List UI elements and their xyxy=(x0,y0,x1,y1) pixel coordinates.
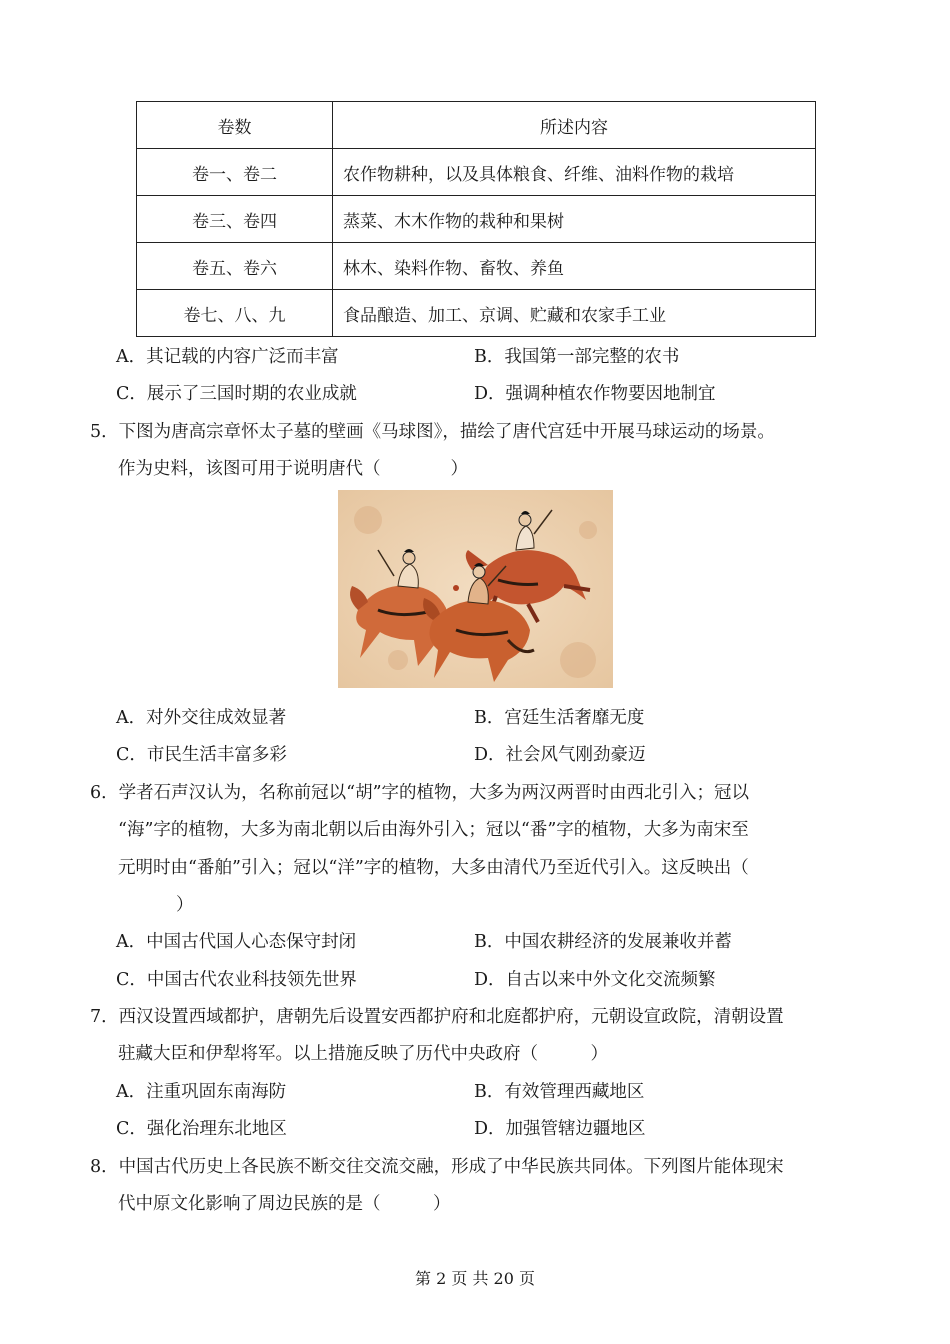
q4-option-d: D．强调种植农作物要因地制宜 xyxy=(474,384,716,404)
table-cell-content: 食品酿造、加工、京调、贮藏和农家手工业 xyxy=(333,290,816,337)
table-row xyxy=(137,243,816,290)
q5-stem-line1: 5．下图为唐高宗章怀太子墓的壁画《马球图》，描绘了唐代宫廷中开展马球运动的场景。 xyxy=(90,422,775,442)
table-row xyxy=(137,196,816,243)
table-cell-content: 蒸菜、木木作物的栽种和果树 xyxy=(333,196,816,243)
q6-stem-line2: “海”字的植物，大多为南北朝以后由海外引入；冠以“番”字的植物，大多为南宋至 xyxy=(118,820,749,840)
table-header-volumes: 卷数 xyxy=(137,102,333,149)
polo-mural-image xyxy=(338,490,613,688)
table-cell-volume: 卷三、卷四 xyxy=(137,196,333,243)
q7-option-d: D．加强管辖边疆地区 xyxy=(474,1119,646,1139)
q8-stem-line2: 代中原文化影响了周边民族的是（ ） xyxy=(118,1194,451,1214)
q5-option-d: D．社会风气刚劲豪迈 xyxy=(474,745,646,765)
q4-option-c: C．展示了三国时期的农业成就 xyxy=(116,384,357,404)
book-contents-table xyxy=(136,101,816,337)
q4-option-b: B．我国第一部完整的农书 xyxy=(474,347,680,367)
q4-option-a: A．其记载的内容广泛而丰富 xyxy=(116,347,339,367)
q6-stem-line4: ） xyxy=(176,895,194,915)
table-header-content: 所述内容 xyxy=(333,102,816,149)
q6-stem-line1: 6．学者石声汉认为，名称前冠以“胡”字的植物，大多为两汉两晋时由西北引入；冠以 xyxy=(90,783,750,803)
q6-option-a: A．中国古代国人心态保守封闭 xyxy=(116,932,357,952)
q7-option-a: A．注重巩固东南海防 xyxy=(116,1082,287,1102)
q6-option-d: D．自古以来中外文化交流频繁 xyxy=(474,970,716,990)
table-header-row xyxy=(137,102,816,149)
table-cell-volume: 卷七、八、九 xyxy=(137,290,333,337)
table-cell-volume: 卷五、卷六 xyxy=(137,243,333,290)
q7-stem-line2: 驻藏大臣和伊犁将军。以上措施反映了历代中央政府（ ） xyxy=(118,1044,608,1064)
q7-stem-line1: 7．西汉设置西域都护，唐朝先后设置安西都护府和北庭都护府，元朝设宣政院，清朝设置 xyxy=(90,1007,784,1027)
q8-stem-line1: 8．中国古代历史上各民族不断交往交流交融，形成了中华民族共同体。下列图片能体现宋 xyxy=(90,1157,784,1177)
q7-option-b: B．有效管理西藏地区 xyxy=(474,1082,645,1102)
q5-option-b: B．宫廷生活奢靡无度 xyxy=(474,708,645,728)
table-cell-volume: 卷一、卷二 xyxy=(137,149,333,196)
q5-option-c: C．市民生活丰富多彩 xyxy=(116,745,287,765)
page-footer: 第 2 页 共 20 页 xyxy=(415,1269,535,1288)
table-cell-content: 林木、染料作物、畜牧、养鱼 xyxy=(333,243,816,290)
table-row xyxy=(137,290,816,337)
q6-option-b: B．中国农耕经济的发展兼收并蓄 xyxy=(474,932,732,952)
q5-stem-line2: 作为史料，该图可用于说明唐代（ ） xyxy=(118,459,468,479)
q5-option-a: A．对外交往成效显著 xyxy=(116,708,287,728)
q7-option-c: C．强化治理东北地区 xyxy=(116,1119,287,1139)
table-cell-content: 农作物耕种，以及具体粮食、纤维、油料作物的栽培 xyxy=(333,149,816,196)
q6-stem-line3: 元明时由“番舶”引入；冠以“洋”字的植物，大多由清代乃至近代引入。这反映出（ xyxy=(118,858,749,878)
table-row xyxy=(137,149,816,196)
q6-option-c: C．中国古代农业科技领先世界 xyxy=(116,970,357,990)
